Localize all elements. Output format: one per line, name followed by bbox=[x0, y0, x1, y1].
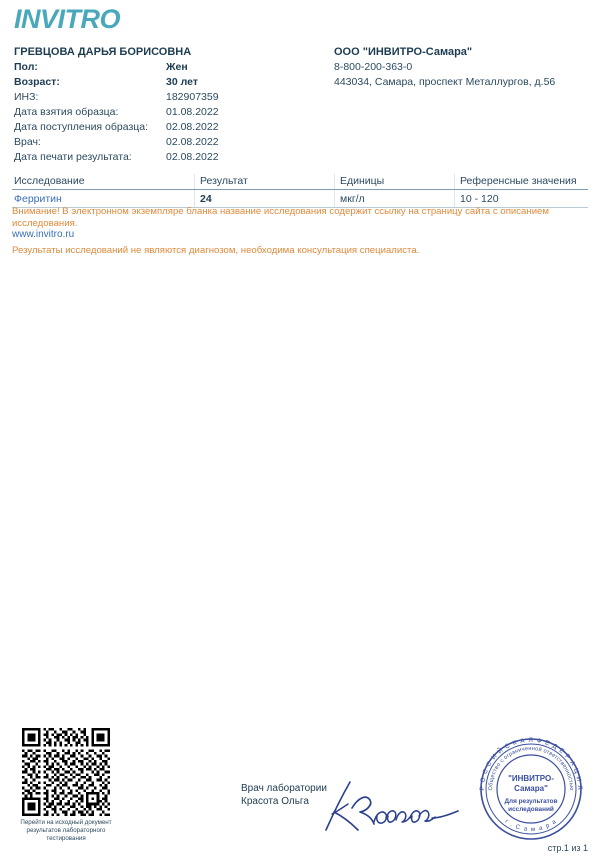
handwritten-signature bbox=[318, 778, 463, 834]
patient-row-doctor bbox=[14, 135, 314, 150]
patient-row-sex-value: Жен bbox=[166, 61, 188, 73]
patient-row-age bbox=[14, 75, 314, 90]
patient-row-receipt-date-value: 02.08.2022 bbox=[166, 121, 219, 133]
patient-row-receipt-date-label: Дата поступления образца: bbox=[14, 121, 149, 133]
patient-row-print-date-value: 02.08.2022 bbox=[166, 151, 219, 163]
stamp-ring-top-text: Р О С С И Й С К А Я Ф Е Д Е Р А Ц И Я bbox=[478, 736, 584, 791]
organization-phone: 8-800-200-363-0 bbox=[334, 61, 413, 73]
qr-code-block[interactable] bbox=[14, 728, 118, 843]
table-cell-result: 24 bbox=[200, 193, 212, 205]
invitro-logo bbox=[14, 4, 120, 34]
stamp-ring-inner-text: Общество с ограниченной ответственностью bbox=[487, 745, 575, 791]
stamp-center-line2: Самара" bbox=[514, 784, 548, 793]
signature-title: Врач лаборатории bbox=[241, 783, 327, 794]
patient-row-inz-label: ИНЗ: bbox=[14, 91, 39, 103]
patient-row-doctor-value: 02.08.2022 bbox=[166, 136, 219, 148]
stamp-center-line1: "ИНВИТРО- bbox=[508, 774, 554, 783]
table-header-reference: Референсные значения bbox=[460, 175, 577, 187]
table-header-row bbox=[12, 172, 588, 190]
disclaimer-notice: Результаты исследований не являются диагнозом, необходима консультация специалиста. bbox=[12, 245, 420, 256]
patient-row-inz-value: 182907359 bbox=[166, 91, 219, 103]
patient-row-print-date bbox=[14, 150, 314, 165]
table-header-result: Результат bbox=[200, 175, 248, 187]
patient-row-sample-date-value: 01.08.2022 bbox=[166, 106, 219, 118]
patient-row-sample-date bbox=[14, 105, 314, 120]
patient-row-sex bbox=[14, 60, 314, 75]
table-cell-units: мкг/л bbox=[340, 193, 365, 205]
organization-address: 443034, Самара, проспект Металлургов, д.56 bbox=[334, 76, 556, 88]
patient-row-receipt-date bbox=[14, 120, 314, 135]
qr-code-caption: Перейти на исходный документ результатов лабораторного тестирования bbox=[20, 819, 112, 842]
patient-row-print-date-label: Дата печати результата: bbox=[14, 151, 132, 163]
invitro-logo-text: INVITRO bbox=[14, 4, 121, 34]
table-header-units: Единицы bbox=[340, 175, 385, 187]
warning-notice: Внимание! В электронном экземпляре бланка название исследования содержит ссылку на страницу сайта с описанием исследования. bbox=[12, 206, 549, 229]
patient-row-age-value: 30 лет bbox=[166, 76, 198, 88]
invitro-website-link[interactable]: www.invitro.ru bbox=[12, 229, 75, 240]
patient-row-age-label: Возраст: bbox=[14, 76, 60, 88]
official-stamp bbox=[470, 728, 592, 850]
page-number: стр.1 из 1 bbox=[547, 843, 588, 853]
organization-info-column bbox=[334, 44, 594, 90]
table-cell-reference: 10 - 120 bbox=[460, 193, 499, 205]
table-cell-study-link[interactable]: Ферритин bbox=[14, 193, 62, 205]
patient-row-inz bbox=[14, 90, 314, 105]
stamp-ring-bottom-text: г . С а м а р а bbox=[503, 817, 559, 834]
patient-row-doctor-label: Врач: bbox=[14, 136, 41, 148]
stamp-center-line4: исследований bbox=[508, 806, 554, 813]
patient-row-sex-label: Пол: bbox=[14, 61, 38, 73]
patient-row-sample-date-label: Дата взятия образца: bbox=[14, 106, 119, 118]
stamp-center-line3: Для результатов bbox=[504, 798, 558, 805]
qr-code-image[interactable] bbox=[22, 728, 110, 816]
results-table bbox=[12, 172, 588, 208]
patient-name: ГРЕВЦОВА ДАРЬЯ БОРИСОВНА bbox=[14, 46, 192, 58]
signature-name: Красота Ольга bbox=[241, 796, 309, 807]
organization-name: ООО "ИНВИТРО-Самара" bbox=[334, 46, 473, 58]
patient-info-column bbox=[14, 44, 314, 165]
table-header-study: Исследование bbox=[14, 175, 85, 187]
